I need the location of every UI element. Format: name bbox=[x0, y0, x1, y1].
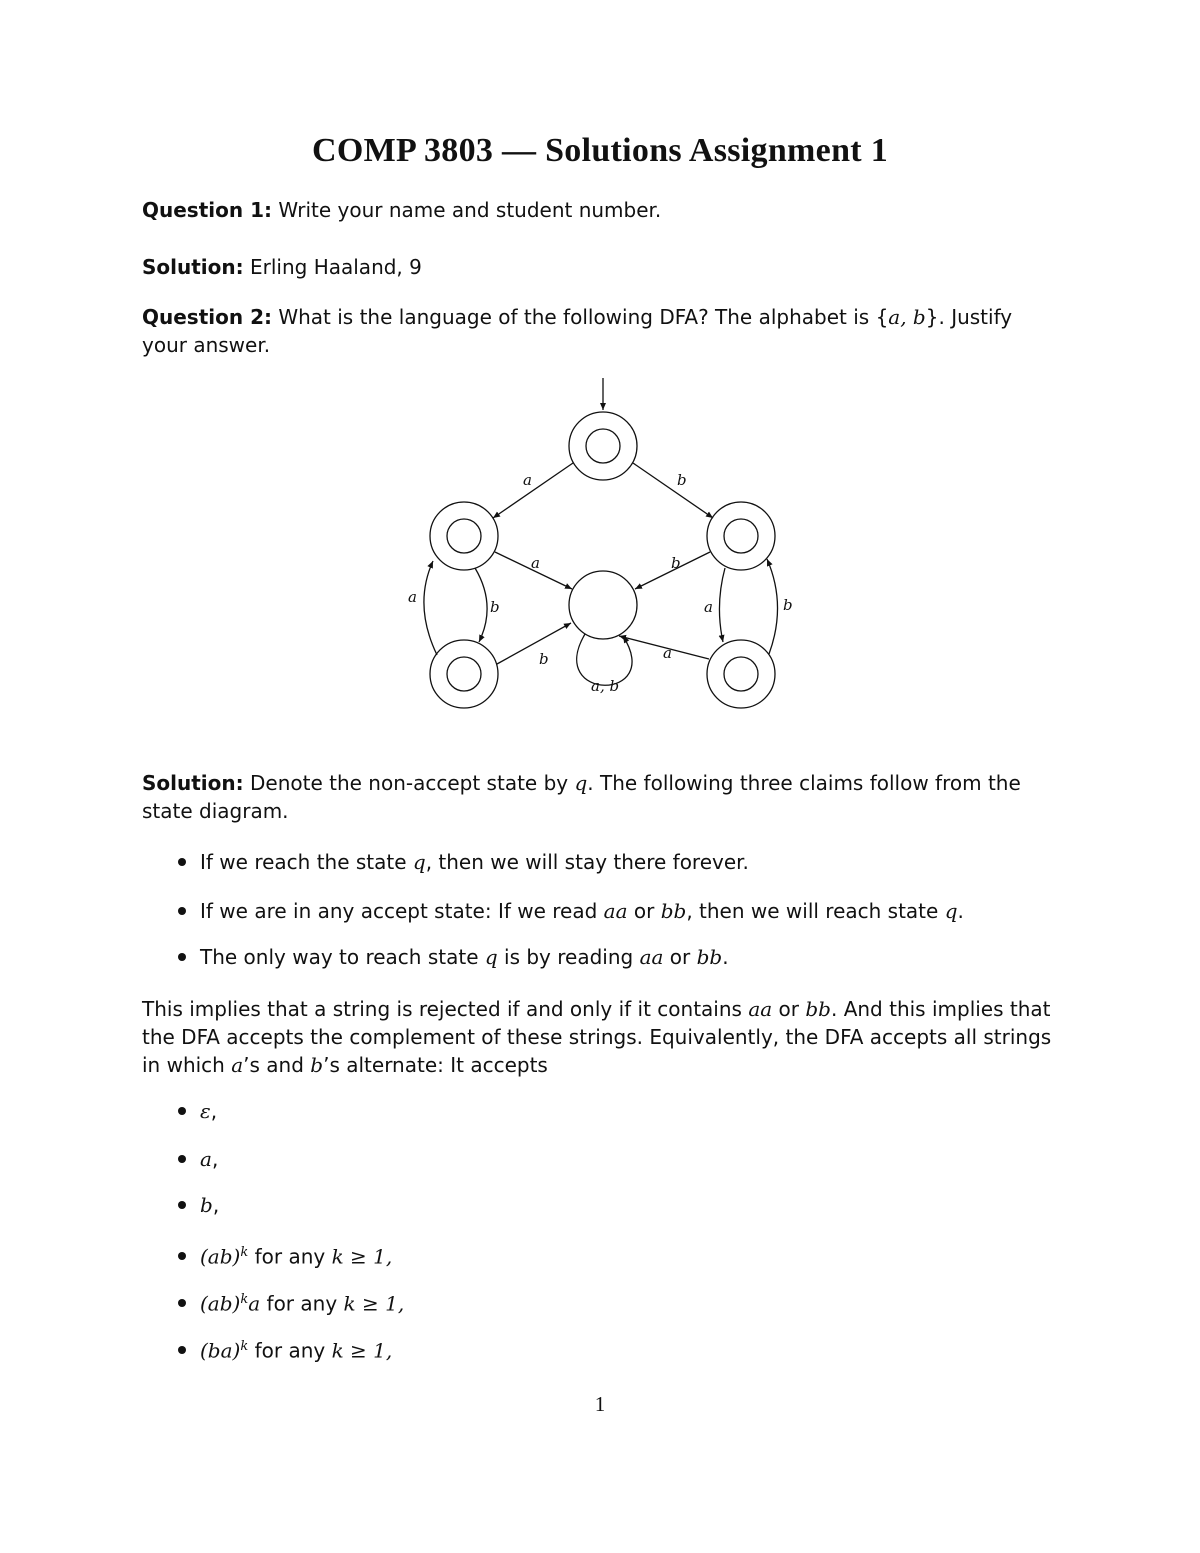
accept-5-expr: (ab) bbox=[200, 1291, 241, 1316]
accept-5-sup: k bbox=[240, 1292, 249, 1307]
solution-1 bbox=[142, 253, 1060, 281]
claim-2-pre: If we are in any accept state: If we read bbox=[200, 899, 604, 923]
edge-left-loop-down bbox=[475, 568, 487, 642]
bullet-icon bbox=[178, 1107, 186, 1115]
accept-item-1 bbox=[178, 1097, 1058, 1125]
solution-2-intro bbox=[142, 769, 1060, 825]
conclusion-part-3: ’s alternate: It accepts bbox=[323, 1053, 548, 1077]
claim-3 bbox=[178, 943, 1058, 971]
claim-3-mid: is by reading bbox=[497, 945, 640, 969]
bullet-icon bbox=[178, 1346, 186, 1354]
page-title: COMP 3803 — Solutions Assignment 1 bbox=[312, 132, 888, 169]
accept-6-sup: k bbox=[240, 1339, 249, 1354]
conclusion-part-1: This implies that a string is rejected if and only if it contains bbox=[142, 997, 749, 1021]
bullet-icon bbox=[178, 907, 186, 915]
conclusion-a: a bbox=[231, 1053, 244, 1077]
accept-1-expr: ε bbox=[200, 1099, 211, 1123]
accept-item-4 bbox=[178, 1239, 1058, 1271]
solution-1-text: Erling Haaland, 9 bbox=[250, 255, 422, 279]
edge-top-to-left bbox=[493, 463, 573, 518]
accept-item-3 bbox=[178, 1191, 1058, 1219]
solution-2-intro-end: . The following three claims follow from the state diagram. bbox=[142, 771, 1021, 823]
question-2-text-end: }. Justify your answer. bbox=[142, 305, 1013, 357]
claim-1-post: , then we will stay there forever. bbox=[425, 850, 749, 874]
claim-3-post: . bbox=[722, 945, 729, 969]
edge-top-to-right bbox=[633, 463, 713, 518]
claim-2-q: q bbox=[944, 899, 958, 923]
accept-3-expr: b bbox=[200, 1193, 213, 1217]
label-right-to-center: b bbox=[671, 554, 681, 572]
solution-1-label: Solution: bbox=[142, 255, 244, 279]
claim-2-post: . bbox=[957, 899, 964, 923]
label-self-loop: a, b bbox=[591, 677, 620, 695]
bullet-icon bbox=[178, 1201, 186, 1209]
accept-6-cond: for any bbox=[248, 1338, 332, 1363]
claim-2 bbox=[178, 897, 1058, 925]
alphabet: a, b bbox=[888, 305, 926, 329]
question-1-text: Write your name and student number. bbox=[278, 198, 662, 222]
edge-left-loop-up bbox=[424, 561, 437, 655]
accept-5-tail: a bbox=[248, 1291, 261, 1316]
state-bottom-right-accept bbox=[707, 640, 775, 708]
question-2-label: Question 2: bbox=[142, 305, 272, 329]
accept-6-suffix: k ≥ 1, bbox=[331, 1338, 393, 1363]
state-right-accept bbox=[707, 502, 775, 570]
claim-3-q: q bbox=[484, 945, 498, 969]
accept-4-expr: (ab) bbox=[200, 1244, 241, 1269]
label-right-loop-up: b bbox=[783, 596, 793, 614]
question-1-label: Question 1: bbox=[142, 198, 272, 222]
label-left-to-center: a bbox=[531, 554, 540, 572]
conclusion-b: b bbox=[310, 1053, 324, 1077]
state-q: q bbox=[574, 771, 588, 795]
label-left-loop-down: b bbox=[490, 598, 500, 616]
conclusion bbox=[142, 995, 1060, 1079]
edge-right-loop-down bbox=[719, 568, 725, 642]
bullet-icon bbox=[178, 1299, 186, 1307]
state-left-accept bbox=[430, 502, 498, 570]
accept-item-2 bbox=[178, 1145, 1058, 1173]
question-1 bbox=[142, 196, 1060, 224]
solution-2-intro-text: Denote the non-accept state by bbox=[250, 771, 575, 795]
label-right-loop-down: a bbox=[704, 598, 713, 616]
bullet-icon bbox=[178, 953, 186, 961]
question-2 bbox=[142, 303, 1060, 359]
label-top-right: b bbox=[677, 471, 687, 489]
conclusion-and: ’s and bbox=[243, 1053, 311, 1077]
edge-bottom-left-to-center bbox=[497, 623, 571, 664]
claim-3-or: or bbox=[663, 945, 697, 969]
accept-2-expr: a bbox=[200, 1147, 212, 1171]
bullet-icon bbox=[178, 858, 186, 866]
accept-item-6 bbox=[178, 1333, 1058, 1365]
solution-2-label: Solution: bbox=[142, 771, 244, 795]
accept-6-expr: (ba) bbox=[200, 1338, 241, 1363]
claim-2-mid: , then we will reach state bbox=[686, 899, 945, 923]
claim-1-pre: If we reach the state bbox=[200, 850, 413, 874]
claim-1-q: q bbox=[412, 850, 426, 874]
state-center-reject bbox=[569, 571, 637, 639]
claim-3-bb: bb bbox=[696, 945, 723, 969]
label-bottom-left-to-center: b bbox=[539, 650, 549, 668]
conclusion-part-2: . And this implies that the DFA accepts the complement of these strings. Equivalently, the DFA accepts all strings in which bbox=[142, 997, 1052, 1077]
accept-4-suffix: k ≥ 1, bbox=[331, 1244, 393, 1269]
claim-3-aa: aa bbox=[639, 945, 664, 969]
conclusion-or: or bbox=[772, 997, 806, 1021]
bullet-icon bbox=[178, 1252, 186, 1260]
claim-1 bbox=[178, 848, 1058, 876]
accept-2-cond: , bbox=[211, 1147, 219, 1171]
label-left-loop-up: a bbox=[408, 588, 417, 606]
claim-2-bb: bb bbox=[660, 899, 687, 923]
accept-5-cond: for any bbox=[260, 1291, 344, 1316]
conclusion-bb: bb bbox=[805, 997, 831, 1021]
claim-3-pre: The only way to reach state bbox=[200, 945, 485, 969]
accept-4-cond: for any bbox=[248, 1244, 332, 1269]
state-bottom-left-accept bbox=[430, 640, 498, 708]
accept-1-cond: , bbox=[210, 1099, 218, 1123]
edge-right-loop-up bbox=[767, 559, 778, 654]
label-bottom-right-to-center: a bbox=[663, 644, 672, 662]
conclusion-aa: aa bbox=[748, 997, 773, 1021]
accept-5-suffix: k ≥ 1, bbox=[343, 1291, 405, 1316]
accept-item-5 bbox=[178, 1286, 1058, 1318]
accept-3-cond: , bbox=[212, 1193, 220, 1217]
dfa-diagram bbox=[395, 372, 815, 722]
claim-2-or: or bbox=[627, 899, 661, 923]
claim-2-aa: aa bbox=[603, 899, 628, 923]
question-2-text: What is the language of the following DFA? The alphabet is { bbox=[278, 305, 889, 329]
label-top-left: a bbox=[523, 471, 532, 489]
bullet-icon bbox=[178, 1155, 186, 1163]
accept-4-sup: k bbox=[240, 1245, 249, 1260]
page-number: 1 bbox=[594, 1392, 606, 1416]
state-top-accept bbox=[569, 412, 637, 480]
